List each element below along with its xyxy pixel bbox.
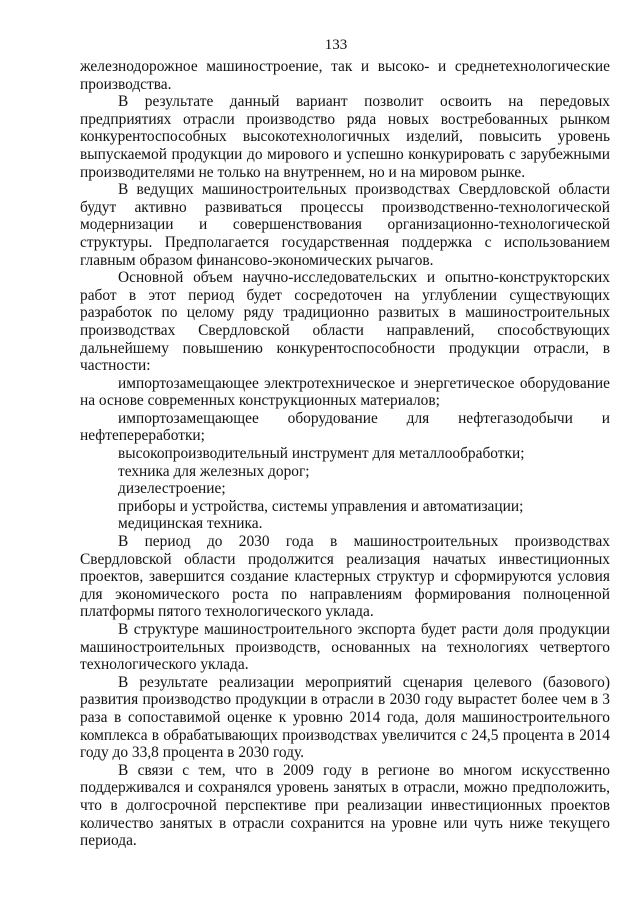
paragraph-continuation: железнодорожное машиностроение, так и высоко- и среднетехнологические производства. [80, 58, 610, 93]
list-item: приборы и устройства, системы управления и автоматизации; [118, 497, 524, 515]
list-item: импортозамещающее оборудование для нефтегазодобычи и нефтепереработки; [80, 409, 610, 445]
paragraph: В результате данный вариант позволит освоить на передовых предприятиях отрасли производство ряда новых востребованных рынком конкурентоспособных высокотехнологичных изделий, повысить уровень выпускаемой продукции до мирового и успешно конкурировать с зарубежными производителями не только на внутреннем, но и на мировом рынке. [80, 93, 610, 181]
list-item: дизелестроение; [118, 480, 226, 498]
paragraph: В результате реализации мероприятий сценария целевого (базового) развития производство продукции в отрасли в 2030 году вырастет более чем в 3 раза в сопоставимой оценке к уровню 2014 года, доля машиностроительного комплекса в обрабатывающих производствах увеличится с 24,5 процента в 2014 году до 33,8 процента в 2030 году. [80, 673, 610, 762]
page-number: 133 [324, 37, 348, 53]
list-item: импортозамещающее электротехническое и энергетическое оборудование на основе современных конструкционных материалов; [80, 374, 610, 410]
paragraph: В период до 2030 года в машиностроительных производствах Свердловской области продолжится реализация начатых инвестиционных проектов, завершится создание кластерных структур и сформируются условия для экономического роста по направлениям формирования полноценной платформы пятого технологического уклада. [80, 533, 610, 621]
list-item: медицинская техника. [118, 515, 263, 533]
body-text [80, 58, 610, 850]
paragraph: Основной объем научно-исследовательских и опытно-конструкторских работ в этот период будет сосредоточен на углублении существующих разработок по целому ряду традиционно развитых в машиностроительных производствах Свердловской области направлений, способствующих дальнейшему повышению конкурентоспособности продукции отрасли, в частности: [80, 269, 610, 375]
paragraph: В ведущих машиностроительных производствах Свердловской области будут активно развиваться процессы производственно-технологической модернизации и совершенствования организационно-технологической структуры. Предполагается государственная поддержка с использованием главным образом финансово-экономических рычагов. [80, 181, 610, 269]
paragraph: В структуре машиностроительного экспорта будет расти доля продукции машиностроительных производств, основанных на технологиях четвертого технологического уклада. [80, 621, 610, 674]
list-item: техника для железных дорог; [118, 462, 310, 480]
list-item: высокопроизводительный инструмент для металлообработки; [118, 445, 525, 463]
paragraph: В связи с тем, что в 2009 году в регионе во многом искусственно поддерживался и сохранялся уровень занятых в отрасли, можно предположить, что в долгосрочной перспективе при реализации инвестиционных проектов количество занятых в отрасли сохранится на уровне или чуть ниже текущего периода. [80, 761, 610, 850]
